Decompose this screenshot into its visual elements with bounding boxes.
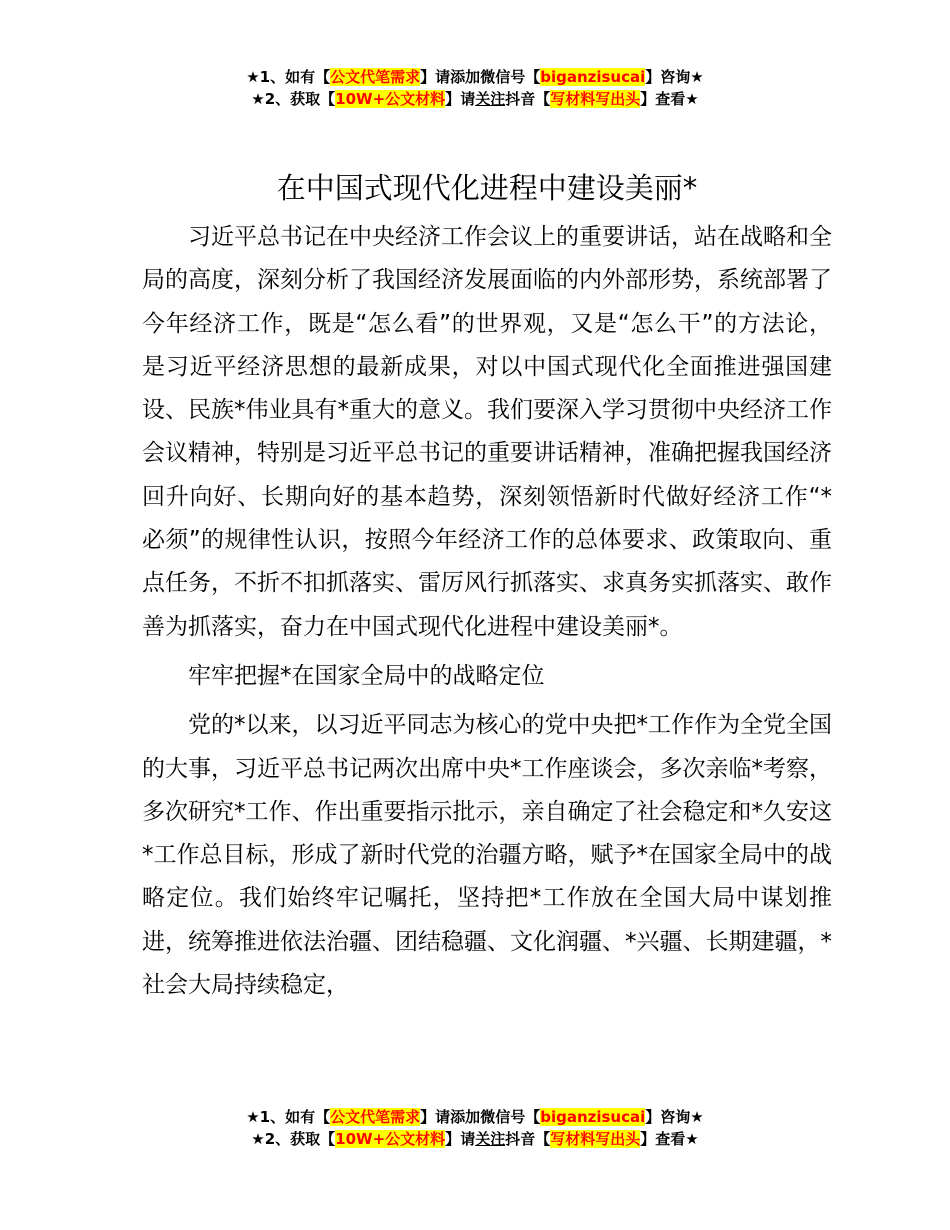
- document-body: [142, 166, 832, 1007]
- document-title: 在中国式现代化进程中建设美丽*: [276, 171, 698, 205]
- promo-suffix: 查看★: [655, 90, 699, 108]
- bracket: 】: [445, 90, 461, 108]
- promo-text: 请添加: [435, 68, 481, 86]
- promo-line-1: [0, 1106, 950, 1128]
- wechat-id-highlight: biganzisucai: [540, 1108, 646, 1126]
- promo-text: 请添加: [435, 1108, 481, 1126]
- paragraph-intro: 习近平总书记在中央经济工作会议上的重要讲话，站在战略和全局的高度，深刻分析了我国经济发展面临的内外部形势，系统部署了今年经济工作，既是“怎么看”的世界观，又是“怎么干”的方法论，是习近平经济思想的最新成果，对以中国式现代化全面推进强国建设、民族*伟业具有*重大的意义。我们要深入学习贯彻中央经济工作会议精神，特别是习近平总书记的重要讲话精神，准确把握我国经济回升向好、长期向好的基本趋势，深刻领悟新时代做好经济工作“*必须”的规律性认识，按照今年经济工作的总体要求、政策取向、重点任务，不折不扣抓落实、雷厉风行抓落实、求真务实抓落实、敢作善为抓落实，奋力在中国式现代化进程中建设美丽*。: [142, 224, 832, 640]
- section-heading: 牢牢把握*在国家全局中的战略定位: [188, 662, 545, 689]
- follow-underlined: 关注: [475, 1130, 506, 1148]
- promo-text: 微信号: [480, 1108, 526, 1126]
- promo-text: 微信号: [480, 68, 526, 86]
- ghostwriting-highlight: 公文代笔需求: [330, 1108, 421, 1126]
- promo-line-2: [0, 88, 950, 110]
- bracket: 【: [320, 90, 336, 108]
- bracket: 【: [320, 1130, 336, 1148]
- bracket: 】: [420, 68, 436, 86]
- promo-text: 请: [460, 90, 476, 108]
- promo-suffix: 咨询★: [660, 1108, 704, 1126]
- promo-text: 请: [460, 1130, 476, 1148]
- bracket: 】: [640, 1130, 656, 1148]
- promo-suffix: 查看★: [655, 1130, 699, 1148]
- bracket: 】: [645, 68, 661, 86]
- follow-underlined: 关注: [475, 90, 506, 108]
- wechat-id-highlight: biganzisucai: [540, 68, 646, 86]
- bracket: 【: [525, 1108, 541, 1126]
- promo-banner-bottom: [0, 1106, 950, 1150]
- bracket: 】: [640, 90, 656, 108]
- douyin-account-highlight: 写材料写出头: [550, 1130, 641, 1148]
- ghostwriting-highlight: 公文代笔需求: [330, 68, 421, 86]
- materials-highlight: 10W+公文材料: [335, 1130, 446, 1148]
- materials-highlight: 10W+公文材料: [335, 90, 446, 108]
- promo-text: 抖音: [505, 1130, 536, 1148]
- bracket: 【: [535, 1130, 551, 1148]
- bracket: 【: [315, 68, 331, 86]
- promo-prefix: ★2、获取: [251, 90, 321, 108]
- bracket: 【: [535, 90, 551, 108]
- bracket: 【: [525, 68, 541, 86]
- promo-line-2: [0, 1128, 950, 1150]
- bracket: 】: [445, 1130, 461, 1148]
- promo-prefix: ★2、获取: [251, 1130, 321, 1148]
- douyin-account-highlight: 写材料写出头: [550, 90, 641, 108]
- bracket: 【: [315, 1108, 331, 1126]
- bracket: 】: [645, 1108, 661, 1126]
- paragraph-section-1: 党的*以来，以习近平同志为核心的党中央把*工作作为全党全国的大事，习近平总书记两次出席中央*工作座谈会，多次亲临*考察，多次研究*工作、作出重要指示批示，亲自确定了社会稳定和*久安这*工作总目标，形成了新时代党的治疆方略，赋予*在国家全局中的战略定位。我们始终牢记嘱托，坚持把*工作放在全国大局中谋划推进，统筹推进依法治疆、团结稳疆、文化润疆、*兴疆、长期建疆，*社会大局持续稳定，: [142, 712, 832, 999]
- bracket: 】: [420, 1108, 436, 1126]
- promo-prefix: ★1、如有: [246, 68, 316, 86]
- promo-suffix: 咨询★: [660, 68, 704, 86]
- promo-prefix: ★1、如有: [246, 1108, 316, 1126]
- promo-text: 抖音: [505, 90, 536, 108]
- promo-line-1: [0, 66, 950, 88]
- promo-banner-top: [0, 66, 950, 110]
